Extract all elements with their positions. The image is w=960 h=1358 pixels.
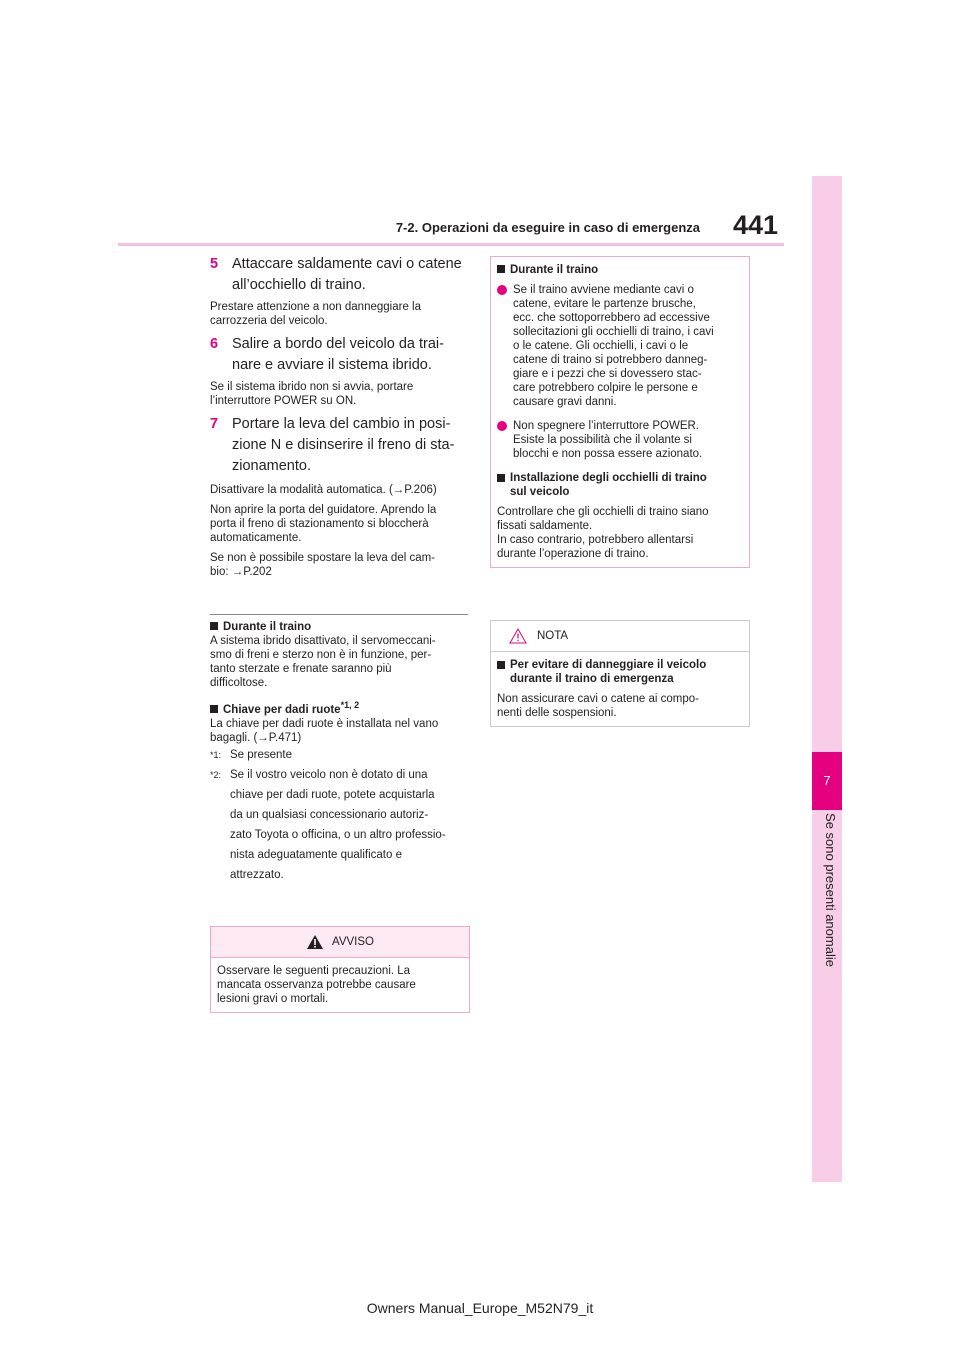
step-line: all’occhiello di traino. bbox=[232, 277, 366, 293]
towing-warning-box bbox=[490, 256, 750, 568]
nota-header: NOTA bbox=[491, 621, 749, 652]
step-line: zione N e disinserire il freno di sta- bbox=[232, 437, 455, 453]
footer-text: Owners Manual_Europe_M52N79_it bbox=[366, 1300, 594, 1316]
step-line: Attaccare saldamente cavi o catene bbox=[232, 256, 462, 272]
avviso-header: AVVISO bbox=[211, 927, 469, 958]
step-6 bbox=[210, 334, 470, 376]
avviso-box bbox=[210, 926, 470, 1013]
nota-section-title: Per evitare di danneggiare il veicolo durante il traino di emergenza bbox=[497, 658, 743, 686]
step-line: zionamento. bbox=[232, 458, 311, 474]
chapter-tab[interactable]: 7 bbox=[812, 752, 842, 810]
step-number: 6 bbox=[210, 336, 219, 352]
caution-triangle-icon bbox=[509, 628, 527, 644]
nota-text: Non assicurare cavi o catene ai compo- nenti delle sospensioni. bbox=[497, 693, 699, 719]
step-line: Portare la leva del cambio in posi- bbox=[232, 416, 451, 432]
step-note: Disattivare la modalità automatica. (→P.206) bbox=[210, 484, 437, 496]
section-divider bbox=[210, 614, 468, 615]
bullet-dot-icon bbox=[497, 285, 507, 295]
warning-bullet: Se il traino avviene mediante cavi o catene, evitare le partenze brusche, ecc. che sottoporrebbero ad eccessive sollecitazioni gli occhielli di traino, i cavi o le catene. Gli occhielli, i cavi o le catene di traino si potrebbero danneg- giare e i pezzi che si dovessero stac- care potrebbero colpire le persone e causare gravi danni. bbox=[497, 283, 743, 409]
info-section bbox=[210, 620, 470, 885]
footnote-1: *1: Se presente bbox=[210, 748, 293, 761]
warning-triangle-icon bbox=[306, 934, 324, 950]
square-bullet-icon bbox=[497, 265, 505, 273]
step-line: nare e avviare il sistema ibrido. bbox=[232, 357, 432, 373]
step-number: 7 bbox=[210, 416, 219, 432]
wrench-info-text: La chiave per dadi ruote è installata nel vano bagagli. (→P.471) bbox=[210, 717, 439, 744]
footnote-2: *2: Se il vostro veicolo non è dotato di una chiave per dadi ruote, potete acquistarla da un qualsiasi concessionario autoriz- zato Toyota o officina, o un altro professio- nista adeguatamente qualificato e attrezzato. bbox=[210, 768, 446, 881]
step-line: Salire a bordo del veicolo da trai- bbox=[232, 336, 444, 352]
towing-info-title: Durante il traino bbox=[210, 620, 470, 634]
warning-bullet: Non spegnere l’interruttore POWER. Esiste la possibilità che il volante si blocchi e non possa essere azionato. bbox=[497, 419, 743, 461]
steps-section bbox=[210, 254, 470, 579]
square-bullet-icon bbox=[497, 661, 505, 669]
square-bullet-icon bbox=[210, 705, 218, 713]
chapter-label: Se sono presenti anomalie bbox=[823, 813, 838, 967]
section-title: 7-2. Operazioni da eseguire in caso di emergenza bbox=[395, 220, 700, 235]
warning-section-text: Controllare che gli occhielli di traino siano fissati saldamente. In caso contrario, potrebbero allentarsi durante l’operazione di traino. bbox=[497, 506, 709, 560]
nota-box bbox=[490, 620, 750, 727]
step-note: Non aprire la porta del guidatore. Aprendo la porta il freno di stazionamento si bloccherà automaticamente. bbox=[210, 504, 437, 544]
side-strip bbox=[812, 176, 842, 1182]
step-note: Prestare attenzione a non danneggiare la carrozzeria del veicolo. bbox=[210, 301, 421, 327]
step-5 bbox=[210, 254, 470, 296]
square-bullet-icon bbox=[497, 474, 505, 482]
towing-info-text: A sistema ibrido disattivato, il servomeccani- smo di freni e sterzo non è in funzione, per- tanto sterzate e frenate saranno più difficoltose. bbox=[210, 635, 436, 689]
step-note: Se non è possibile spostare la leva del cam- bio: →P.202 bbox=[210, 552, 436, 578]
step-number: 5 bbox=[210, 256, 219, 272]
avviso-text: Osservare le seguenti precauzioni. La mancata osservanza potrebbe causare lesioni gravi o mortali. bbox=[217, 965, 416, 1005]
warning-section-title: Installazione degli occhielli di traino sul veicolo bbox=[497, 471, 743, 499]
bullet-dot-icon bbox=[497, 421, 507, 431]
page-number: 441 bbox=[732, 210, 778, 240]
wrench-info-title: Chiave per dadi ruote$^{*1, 2}$ bbox=[210, 698, 470, 717]
step-7 bbox=[210, 414, 470, 477]
square-bullet-icon bbox=[210, 622, 218, 630]
warning-section-title: Durante il traino bbox=[497, 263, 743, 277]
header-rule bbox=[118, 243, 784, 246]
step-note: Se il sistema ibrido non si avvia, portare l’interruttore POWER su ON. bbox=[210, 381, 414, 407]
